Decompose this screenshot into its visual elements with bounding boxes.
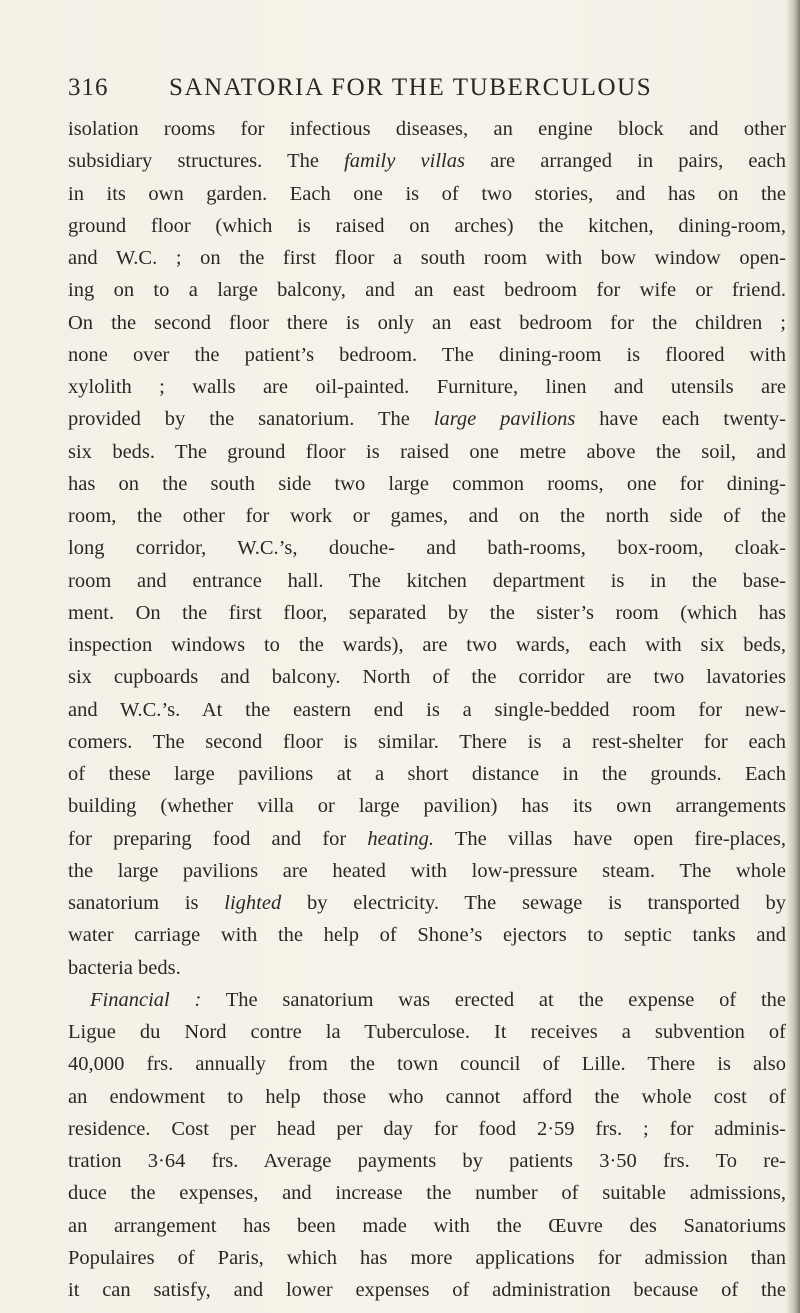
text-line: On the second floor there is only an east bedroom for the children ;: [68, 311, 786, 334]
text-line: it can satisfy, and lower expenses of administration because of the: [68, 1279, 786, 1301]
text-line: duce the expenses, and increase the number of suitable admissions,: [68, 1182, 786, 1205]
page-number: 316: [68, 74, 109, 101]
text-line: the large pavilions are heated with low-pressure steam. The whole: [68, 859, 786, 882]
text-line: an endowment to help those who cannot afford the whole cost of: [68, 1085, 786, 1108]
text-line: Populaires of Paris, which has more applications for admission than: [68, 1246, 786, 1269]
text-line: isolation rooms for infectious diseases, an engine block and other: [68, 118, 786, 140]
page-header: [68, 74, 768, 110]
italic-term: family villas: [344, 150, 465, 173]
text-line: an arrangement has been made with the Œuvre des Sanatoriums: [68, 1214, 786, 1237]
text-line: of these large pavilions at a short distance in the grounds. Each: [68, 763, 786, 785]
text-line: sanatorium is lighted by electricity. The sewage is transported by: [68, 892, 786, 914]
running-title: SANATORIA FOR THE TUBERCULOUS: [169, 74, 653, 101]
text-line: has on the south side two large common rooms, one for dining-: [68, 472, 786, 495]
text-line: tration 3·64 frs. Average payments by patients 3·50 frs. To re-: [68, 1150, 786, 1172]
text-line: subsidiary structures. The family villas are arranged in pairs, each: [68, 150, 786, 173]
text-line: long corridor, W.C.’s, douche- and bath-rooms, box-room, cloak-: [68, 537, 786, 560]
text-line: six beds. The ground floor is raised one metre above the soil, and: [68, 440, 786, 463]
text-line: for preparing food and for heating. The villas have open fire-places,: [68, 827, 786, 850]
text-line: ment. On the first floor, separated by the sister’s room (which has: [68, 601, 786, 624]
text-line: residence. Cost per head per day for food 2·59 frs. ; for adminis-: [68, 1117, 786, 1140]
text-line: comers. The second floor is similar. There is a rest-shelter for each: [68, 730, 786, 753]
text-line: room, the other for work or games, and on the north side of the: [68, 505, 786, 527]
italic-term: lighted: [224, 892, 282, 914]
text-line: Ligue du Nord contre la Tuberculose. It receives a subvention of: [68, 1021, 786, 1043]
italic-term: heating.: [367, 827, 435, 850]
text-line: water carriage with the help of Shone’s ejectors to septic tanks and: [68, 924, 786, 947]
text-line: and W.C.’s. At the eastern end is a single-bedded room for new-: [68, 698, 786, 721]
text-line: 40,000 frs. annually from the town council of Lille. There is also: [68, 1053, 786, 1076]
italic-term: large pavilions: [433, 408, 576, 431]
text-line: ing on to a large balcony, and an east bedroom for wife or friend.: [68, 279, 786, 302]
italic-term: Financial :: [90, 988, 202, 1011]
text-line: ground floor (which is raised on arches) the kitchen, dining-room,: [68, 214, 786, 237]
text-line: and W.C. ; on the first floor a south room with bow window open-: [68, 247, 786, 269]
body-text: [68, 113, 786, 1306]
page-edge-shadow: [786, 0, 800, 1313]
text-line: bacteria beds.: [68, 956, 181, 979]
text-line: Financial : The sanatorium was erected at the expense of the: [90, 988, 786, 1011]
text-line: none over the patient’s bedroom. The dining-room is floored with: [68, 343, 786, 366]
text-line: room and entrance hall. The kitchen department is in the base-: [68, 569, 786, 592]
text-line: inspection windows to the wards), are two wards, each with six beds,: [68, 634, 786, 656]
text-line: xylolith ; walls are oil-painted. Furniture, linen and utensils are: [68, 376, 786, 398]
text-line: building (whether villa or large pavilion) has its own arrangements: [68, 795, 786, 818]
text-line: provided by the sanatorium. The large pavilions have each twenty-: [68, 408, 786, 431]
text-line: in its own garden. Each one is of two stories, and has on the: [68, 182, 786, 205]
text-line: six cupboards and balcony. North of the corridor are two lavatories: [68, 666, 786, 689]
